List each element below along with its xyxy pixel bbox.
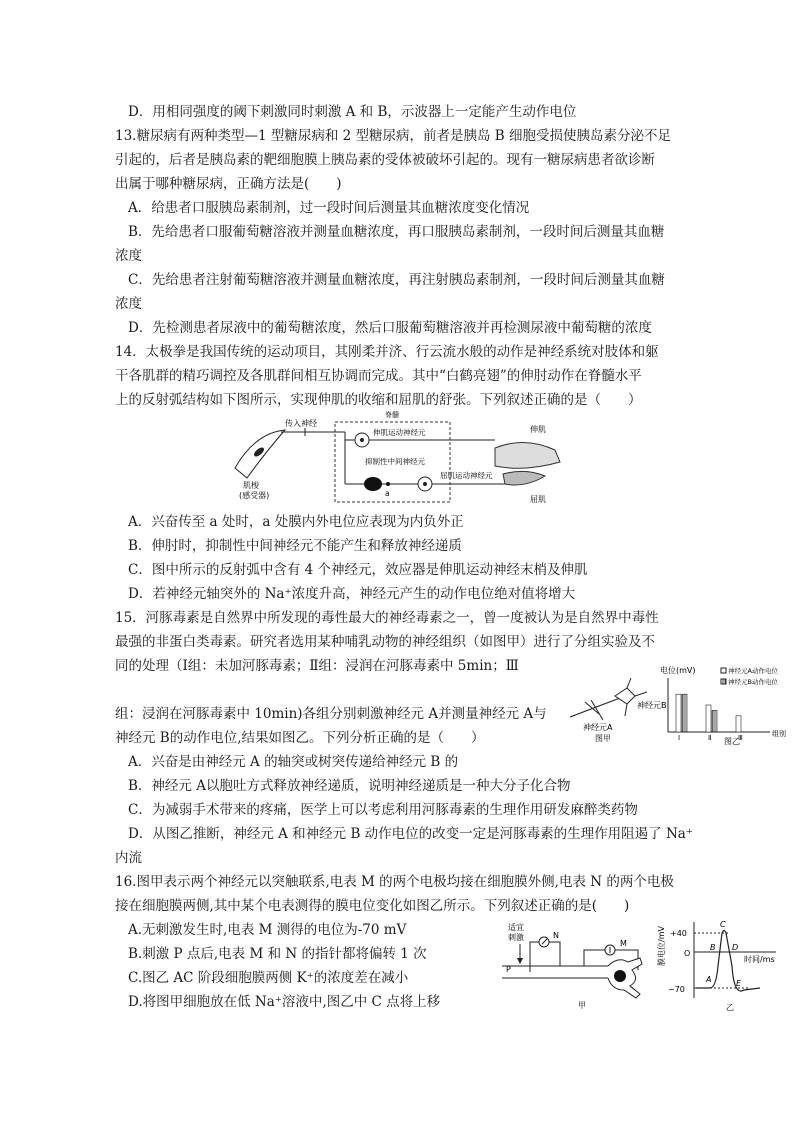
neuron-a-dendrite-2	[591, 700, 603, 720]
q13-option-b-cont: 浓度	[115, 248, 142, 264]
stimulus-label-2: 刺激	[508, 933, 524, 942]
q13-stem-line-1: 13.糖尿病有两种类型—1 型糖尿病和 2 型糖尿病，前者是胰岛 B 细胞受损使胰岛素分泌不足	[115, 128, 672, 144]
chart-caption: 图乙	[724, 737, 740, 746]
figure-yi-caption-16: 乙	[726, 1003, 734, 1012]
q14-option-a: A．兴奋传至 a 处时，a 处膜内外电位应表现为内负外正	[128, 514, 464, 530]
meter-n-label: N	[553, 931, 559, 940]
legend-label-b: 神经元B动作电位	[728, 678, 778, 686]
neuron-a-label: 神经元A	[583, 723, 613, 732]
q15-option-d-cont: 内流	[115, 850, 142, 866]
receptor-label: (感受器)	[239, 491, 270, 500]
flexor-motor-label: 屈肌运动神经元	[440, 471, 493, 480]
q14-stem-line-2: 干各肌群的精巧调控及各肌群间相互协调而完成。其中“白鹤亮翅”的伸肘动作在脊髓水平	[115, 368, 642, 384]
extensor-motor-label: 伸肌运动神经元	[373, 428, 426, 437]
q16-figure-yi	[650, 916, 780, 1012]
extensor-motor-nucleus	[360, 438, 364, 442]
stimulus-label-1: 适宜	[508, 923, 524, 932]
time-xlabel: 时间/ms	[744, 955, 775, 964]
neuron-b-dendrite-3	[625, 704, 627, 716]
y-bottom-label: −70	[668, 985, 685, 994]
chart-xlabel: 组别	[772, 730, 786, 738]
point-p-label: P	[506, 965, 511, 974]
q15-stem-line-3: 同的处理（Ⅰ组：未加河豚毒素；Ⅱ组：浸润在河豚毒素中 5min；Ⅲ	[115, 658, 519, 674]
neuron-b-body	[615, 688, 635, 704]
q12-option-d: D．用相同强度的阈下刺激同时刺激 A 和 B，示波器上一定能产生动作电位	[128, 104, 577, 120]
y-top-label: +40	[670, 929, 687, 938]
q15-stem-line-4: 组：浸润在河豚毒素中 10min)各组分别刺激神经元 A并测量神经元 A与	[115, 706, 547, 722]
q15-stem-line-1: 15．河豚毒素是自然界中所发现的毒性最大的神经毒素之一，曾一度被认为是自然界中毒性	[115, 610, 659, 626]
x-tick-label: Ⅲ	[738, 734, 743, 742]
flexor-muscle-shape	[503, 471, 545, 485]
q15-option-c: C．为减弱手术带来的疼痛，医学上可以考虑利用河豚毒素的生理作用研发麻醉类药物	[128, 802, 638, 818]
neuron-nucleus	[614, 970, 626, 982]
point-a-label-16: A	[706, 975, 712, 984]
q13-option-d: D．先检测患者尿液中的葡萄糖浓度，然后口服葡萄糖溶液并再检测尿液中葡萄糖的浓度	[128, 320, 652, 336]
q13-stem-line-3: 出属于哪种糖尿病，正确方法是( )	[115, 176, 342, 192]
q16-option-c: C.图乙 AC 阶段细胞膜两侧 K⁺的浓度差在减小	[128, 970, 409, 986]
bar-a-group-1	[676, 694, 681, 732]
neuron-b-label: 神经元B	[637, 701, 667, 710]
q13-option-b: B．先给患者口服葡萄糖溶液并测量血糖浓度，再口服胰岛素制剂，一段时间后测量其血糖	[128, 224, 665, 240]
spinal-cord-label: 脊髓	[385, 411, 399, 419]
meter-n-lead-in	[530, 942, 539, 972]
q13-option-a: A．给患者口服胰岛素制剂，过一段时间后测量其血糖浓度变化情况	[128, 200, 530, 216]
membrane-potential-ylabel: 膜电位/mV	[657, 926, 666, 966]
y-zero-label: O	[684, 949, 691, 958]
legend-label-a: 神经元A动作电位	[728, 667, 778, 675]
afferent-label: 传入神经	[285, 419, 317, 428]
q13-stem-line-2: 引起的，后者是胰岛素的靶细胞膜上胰岛素的受体被破坏引起的。现有一糖尿病患者欲诊断	[115, 152, 655, 168]
meter-n-lead-out	[549, 942, 560, 966]
legend-swatch-b	[721, 679, 726, 684]
point-a-label: a	[385, 489, 390, 498]
flexor-label: 屈肌	[530, 495, 546, 504]
bar-a-group-3	[736, 716, 741, 732]
bar-b-group-1	[682, 694, 687, 732]
q14-option-b: B．伸肘时，抑制性中间神经元不能产生和释放神经递质	[128, 538, 462, 554]
inhibitory-interneuron	[364, 477, 382, 491]
spindle-label: 肌梭	[243, 481, 259, 490]
legend-swatch-a	[721, 668, 726, 673]
reflex-arc-figure	[225, 411, 570, 508]
q15-stem-line-2: 最强的非蛋白类毒素。研究者选用某种哺乳动物的神经组织（如图甲）进行了分组实验及不	[115, 634, 655, 650]
point-b-label: B	[710, 943, 716, 952]
q16-stem-line-2: 接在细胞膜两侧,其中某个电表测得的膜电位变化如图乙所示。下列叙述正确的是( )	[115, 898, 630, 914]
q15-figure-jia	[565, 672, 667, 744]
bar-a-group-2	[706, 705, 711, 732]
q14-option-c: C．图中所示的反射弧中含有 4 个神经元，效应器是伸肌运动神经末梢及伸肌	[128, 562, 588, 578]
extensor-label: 伸肌	[530, 425, 546, 434]
figure-jia-caption: 图甲	[595, 734, 611, 743]
q16-option-b: B.刺激 P 点后,电表 M 和 N 的指针都将偏转 1 次	[128, 946, 427, 962]
stimulus-arrowhead	[517, 958, 523, 964]
x-tick-label: Ⅰ	[678, 734, 681, 742]
q14-stem-line-1: 14．太极拳是我国传统的运动项目，其刚柔并济、行云流水般的动作是神经系统对肢体和躯	[115, 344, 659, 360]
q14-option-d: D．若神经元轴突外的 Na⁺浓度升高，神经元产生的动作电位绝对值将增大	[128, 586, 576, 602]
neuron-a-dendrite-1	[585, 702, 599, 714]
chart-bars	[676, 694, 741, 732]
q14-stem-line-3: 上的反射弧结构如下图所示，实现伸肌的收缩和屈肌的舒张。下列叙述正确的是（ ）	[115, 392, 642, 408]
inhibitory-label: 抑制性中间神经元	[365, 457, 425, 466]
point-a-dot	[386, 482, 390, 486]
meter-m-lead-in	[584, 950, 605, 966]
q15-option-a: A．兴奋是由神经元 A 的轴突或树突传递给神经元 B 的	[128, 754, 459, 770]
chart-ylabel: 电位(mV)	[660, 666, 696, 675]
q15-figure-yi-chart	[658, 664, 794, 746]
x-tick-label: Ⅱ	[708, 734, 712, 742]
figure-jia-caption-16: 甲	[578, 1001, 586, 1010]
q15-stem-line-5: 神经元 B的动作电位,结果如图乙。下列分析正确的是（ ）	[115, 730, 485, 746]
q16-option-d: D.将图甲细胞放在低 Na⁺溶液中,图乙中 C 点将上移	[128, 994, 441, 1010]
q16-figure-jia	[500, 920, 650, 1012]
point-e-label: E	[736, 979, 742, 988]
neuron-b-dendrite-1	[627, 678, 631, 688]
q15-option-d: D．从图乙推断，神经元 A 和神经元 B 动作电位的改变一定是河豚毒素的生理作用阻遏了 Na⁺	[128, 826, 693, 842]
chart-legend	[721, 666, 778, 686]
point-c-label: C	[720, 920, 726, 929]
q15-option-b: B．神经元 A以胞吐方式释放神经递质，说明神经递质是一种大分子化合物	[128, 778, 571, 794]
neuron-b-dendrite-2	[635, 692, 647, 696]
q13-option-c: C．先给患者注射葡萄糖溶液并测量血糖浓度，再注射胰岛素制剂，一段时间后测量其血糖	[128, 272, 665, 288]
flexor-motor-nucleus	[423, 482, 427, 486]
meter-m-label: M	[620, 939, 627, 948]
bar-b-group-2	[712, 710, 717, 732]
q13-option-c-cont: 浓度	[115, 296, 142, 312]
q16-option-a: A.无刺激发生时,电表 M 测得的电位为-70 mV	[128, 922, 407, 938]
q16-stem-line-1: 16.图甲表示两个神经元以突触联系,电表 M 的两个电极均接在细胞膜外侧,电表 N 的两个电极	[115, 874, 674, 890]
point-d-label: D	[732, 943, 739, 952]
extensor-muscle-shape	[495, 442, 560, 468]
